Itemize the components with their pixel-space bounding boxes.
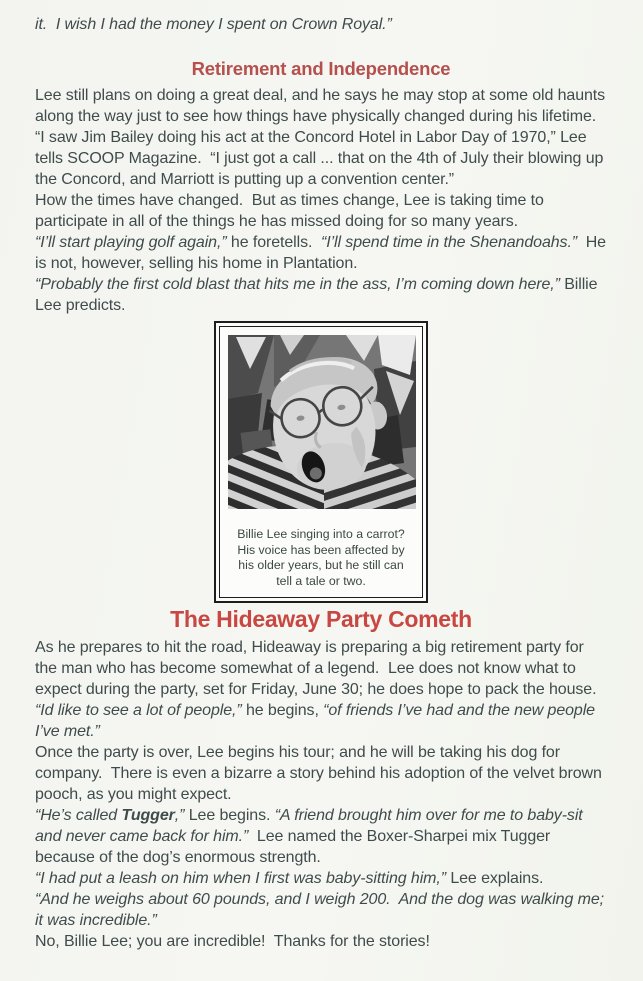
body-text: Billie Lee predicts. bbox=[35, 276, 602, 314]
paragraph bbox=[35, 232, 611, 274]
figure-inner-border bbox=[219, 326, 423, 598]
paragraph bbox=[35, 274, 607, 316]
paragraph-intro-continuation bbox=[35, 14, 607, 35]
body-text: “I saw Jim Bailey doing his act at the Concord Hotel in Labor Day of 1970,” Lee tells SCOOP Magazine. “I just got a call ... that on the 4th of July their blowing up the Concord, and Marriott is putting up a convention center.” bbox=[35, 129, 608, 188]
body-text: He is not, however, selling his home in Plantation. bbox=[35, 234, 611, 272]
quote-text: it. I wish I had the money I spent on Crown Royal.” bbox=[35, 16, 392, 33]
quote-text: ,” bbox=[174, 807, 189, 824]
paragraph bbox=[35, 742, 607, 805]
photo-caption: Billie Lee singing into a carrot? His voice has been affected by his older years, but he still can tell a tale or two. bbox=[237, 527, 405, 588]
paragraph bbox=[35, 700, 607, 742]
section-heading-retirement: Retirement and Independence bbox=[191, 58, 451, 79]
paragraph bbox=[35, 85, 610, 127]
body-text: Lee named the Boxer-Sharpei mix Tugger because of the dog’s enormous strength. bbox=[35, 828, 555, 866]
article-body bbox=[35, 14, 611, 952]
section-heading-party: The Hideaway Party Cometh bbox=[170, 606, 472, 632]
body-text: As he prepares to hit the road, Hideaway is preparing a big retirement party for the man who has become somewhat of a legend. Lee does not know what to expect during the party, set for Friday, June 30; he does hope to pack the house. bbox=[35, 639, 597, 698]
dog-name-emphasis: Tugger bbox=[121, 807, 175, 824]
quote-text: “I had put a leash on him when I first was baby-sitting him,” bbox=[35, 870, 451, 887]
body-text: How the times have changed. But as times change, Lee is taking time to participate in all of the things he has missed doing for so many years. bbox=[35, 192, 549, 230]
body-text: Once the party is over, Lee begins his tour; and he will be taking his dog for company. There is even a bizarre a story behind his adoption of the velvet brown pooch, as you might expect. bbox=[35, 744, 607, 803]
quote-text: “Probably the first cold blast that hits me in the ass, I’m coming down here,” bbox=[35, 276, 565, 293]
body-text: Lee explains. bbox=[450, 870, 544, 887]
quote-text: “A friend brought him over for me to baby-sit and never came back for him.” bbox=[35, 807, 587, 845]
body-text: Lee begins. bbox=[188, 807, 275, 824]
quote-text: “He’s called bbox=[35, 807, 122, 824]
body-text: he begins, bbox=[245, 702, 324, 719]
body-text: No, Billie Lee; you are incredible! Thanks for the stories! bbox=[35, 933, 430, 950]
quote-text: “And he weighs about 60 pounds, and I weigh 200. And the dog was walking me; it was incredible.” bbox=[35, 891, 609, 929]
body-text: he foretells. bbox=[230, 234, 322, 251]
paragraph bbox=[35, 127, 607, 190]
paragraph bbox=[35, 868, 607, 889]
paragraph bbox=[35, 805, 607, 868]
quote-text: “I’ll spend time in the Shenandoahs.” bbox=[321, 234, 586, 251]
portrait-photo bbox=[228, 335, 416, 509]
quote-text: “Id like to see a lot of people,” bbox=[35, 702, 246, 719]
figure-photo-frame bbox=[214, 321, 428, 603]
paragraph bbox=[35, 931, 607, 952]
quote-text: “of friends I’ve had and the new people I’ve met.” bbox=[35, 702, 600, 740]
paragraph bbox=[35, 889, 607, 931]
body-text: Lee still plans on doing a great deal, and he says he may stop at some old haunts along the way just to see how things have physically changed during his lifetime. bbox=[35, 87, 610, 125]
paragraph bbox=[35, 190, 607, 232]
paragraph bbox=[35, 637, 607, 700]
quote-text: “I’ll start playing golf again,” bbox=[35, 234, 231, 251]
